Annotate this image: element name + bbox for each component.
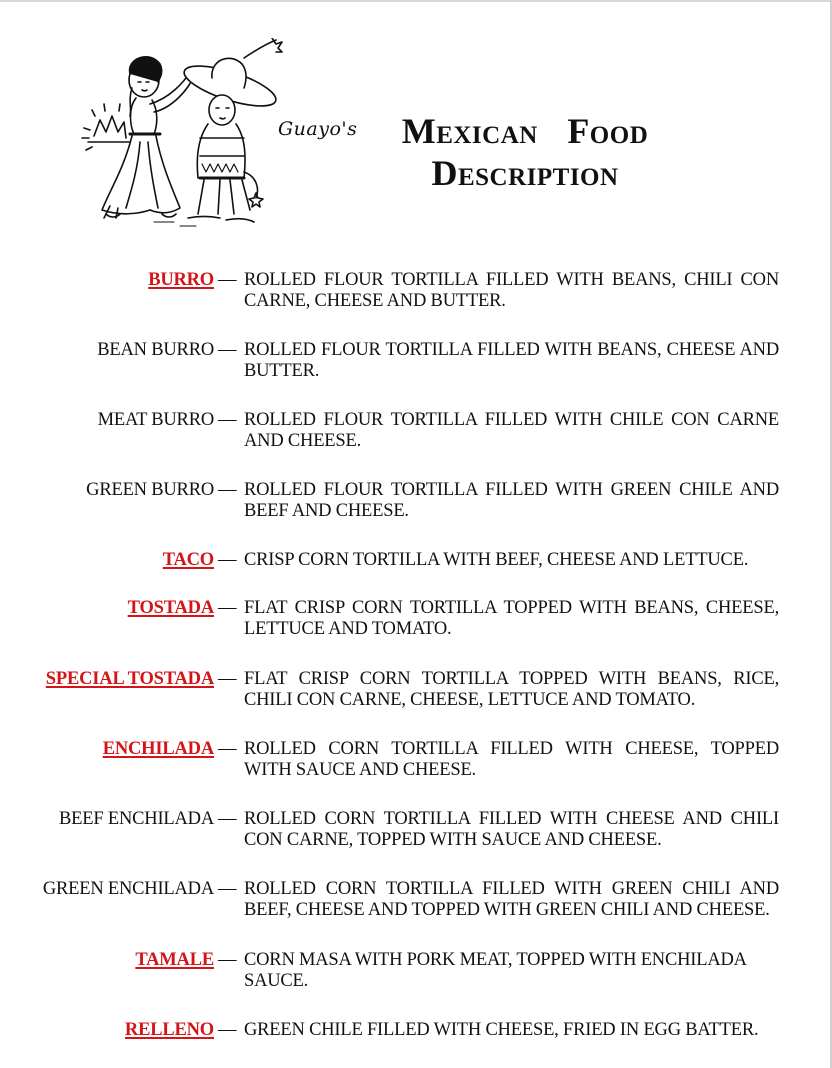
mexican-couple-illustration (80, 38, 285, 233)
title-line-2: Description (431, 153, 619, 193)
menu-item-description: GREEN CHILE FILLED WITH CHEESE, FRIED IN EGG BATTER. (244, 1020, 759, 1040)
menu-item-name: RELLENO (124, 1020, 214, 1040)
dash-separator: — (218, 410, 237, 430)
page-edge (0, 0, 832, 2)
dash-separator: — (218, 809, 237, 829)
menu-item-name: BEAN BURRO (97, 340, 214, 360)
menu-item-description: ROLLED CORN TORTILLA FILLED WITH CHEESE AND CHILI CON CARNE, TOPPED WITH SAUCE AND CHEESE. (244, 809, 779, 850)
menu-item-description: FLAT CRISP CORN TORTILLA TOPPED WITH BEANS, RICE, CHILI CON CARNE, CHEESE, LETTUCE AND TOMATO. (244, 669, 779, 710)
menu-item-name: GREEN BURRO (86, 480, 214, 500)
dash-separator: — (218, 480, 237, 500)
dash-separator: — (218, 550, 237, 570)
dash-separator: — (218, 669, 237, 689)
menu-item-description: CRISP CORN TORTILLA WITH BEEF, CHEESE AND LETTUCE. (244, 550, 749, 570)
menu-item-description: ROLLED CORN TORTILLA FILLED WITH GREEN CHILI AND BEEF, CHEESE AND TOPPED WITH GREEN CHILI AND CHEESE. (244, 879, 779, 920)
menu-item-name: MEAT BURRO (97, 410, 214, 430)
dash-separator: — (218, 739, 237, 759)
menu-item-name: BURRO (148, 270, 214, 290)
dash-separator: — (218, 1020, 237, 1040)
menu-item-description: FLAT CRISP CORN TORTILLA TOPPED WITH BEANS, CHEESE, LETTUCE AND TOMATO. (244, 598, 779, 639)
title-line-1: Mexican Food (401, 111, 649, 151)
brand-name: Guayo's (278, 118, 358, 140)
menu-item-description: CORN MASA WITH PORK MEAT, TOPPED WITH ENCHILADA SAUCE. (244, 950, 746, 991)
menu-item-description: ROLLED FLOUR TORTILLA FILLED WITH BEANS, CHEESE AND BUTTER. (244, 340, 779, 381)
menu-item-description: ROLLED FLOUR TORTILLA FILLED WITH BEANS, CHILI CON CARNE, CHEESE AND BUTTER. (244, 270, 779, 311)
dash-separator: — (218, 270, 237, 290)
dash-separator: — (218, 598, 237, 618)
dash-separator: — (218, 340, 237, 360)
menu-item-name: BEEF ENCHILADA (59, 809, 214, 829)
dash-separator: — (218, 950, 237, 970)
menu-item-name: SPECIAL TOSTADA (45, 669, 214, 689)
menu-item-description: ROLLED FLOUR TORTILLA FILLED WITH CHILE CON CARNE AND CHEESE. (244, 410, 779, 451)
menu-item-name: TOSTADA (127, 598, 214, 618)
menu-item-name: GREEN ENCHILADA (42, 879, 214, 899)
menu-item-name: TACO (162, 550, 214, 570)
menu-item-name: TAMALE (135, 950, 214, 970)
menu-item-name: ENCHILADA (102, 739, 214, 759)
menu-item-description: ROLLED CORN TORTILLA FILLED WITH CHEESE, TOPPED WITH SAUCE AND CHEESE. (244, 739, 779, 780)
page-title (380, 110, 670, 194)
menu-item-description: ROLLED FLOUR TORTILLA FILLED WITH GREEN CHILE AND BEEF AND CHEESE. (244, 480, 779, 521)
dash-separator: — (218, 879, 237, 899)
